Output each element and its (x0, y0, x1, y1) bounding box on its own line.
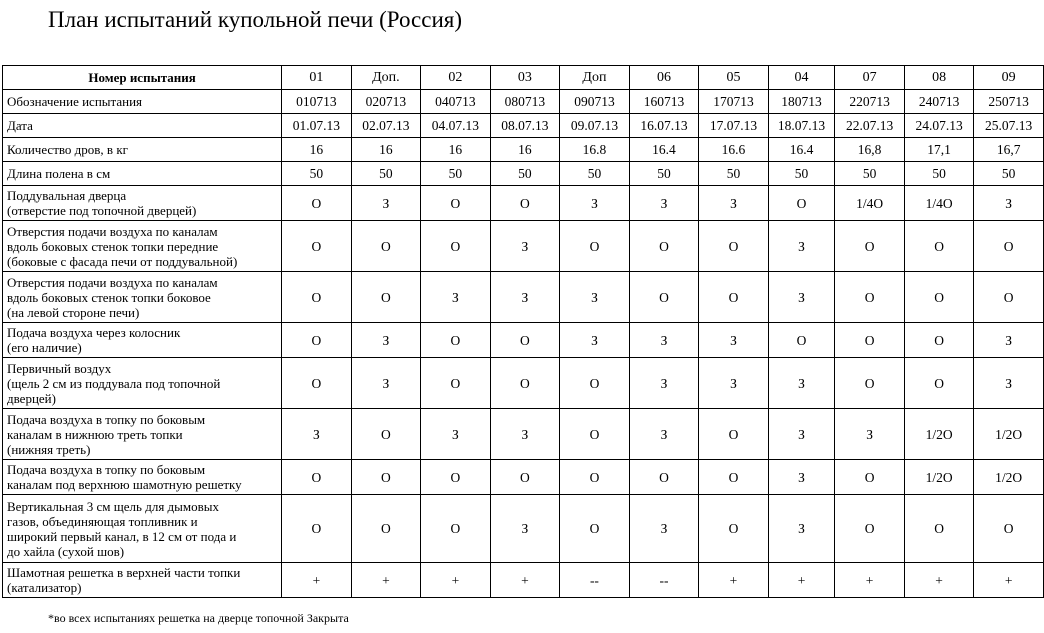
value-cell: О (629, 221, 699, 272)
value-cell: З (560, 323, 630, 358)
value-cell: 09.07.13 (560, 114, 630, 138)
value-cell: О (351, 409, 421, 460)
table-row (3, 323, 1044, 358)
header-cell: 02 (421, 66, 491, 90)
footnote: *во всех испытаниях решетка на дверце топочной Закрыта (48, 611, 349, 625)
value-cell: З (490, 221, 560, 272)
value-cell: 080713 (490, 90, 560, 114)
header-cell: Доп. (351, 66, 421, 90)
value-cell: 50 (768, 162, 835, 186)
table-row (3, 272, 1044, 323)
header-cell: 01 (282, 66, 352, 90)
value-cell: 50 (490, 162, 560, 186)
row-label-line: Поддувальная дверца (7, 188, 127, 203)
row-label-cell (3, 409, 282, 460)
row-label-line: Отверстия подачи воздуха по каналам (7, 223, 218, 239)
value-cell: О (282, 460, 352, 495)
value-cell: 020713 (351, 90, 421, 114)
row-label-line: вдоль боковых стенок топки передние (7, 238, 219, 254)
value-cell: О (282, 495, 352, 563)
value-cell: З (490, 495, 560, 563)
value-cell: + (421, 563, 491, 598)
value-cell: 17,1 (904, 138, 974, 162)
value-cell: 250713 (974, 90, 1044, 114)
value-cell: 50 (904, 162, 974, 186)
value-cell: + (904, 563, 974, 598)
value-cell: З (768, 272, 835, 323)
value-cell: 1/2О (904, 409, 974, 460)
value-cell: З (768, 409, 835, 460)
value-cell: О (699, 495, 769, 563)
value-cell: 22.07.13 (835, 114, 905, 138)
value-cell: 090713 (560, 90, 630, 114)
value-cell: 040713 (421, 90, 491, 114)
value-cell: + (768, 563, 835, 598)
row-label-line: до хайла (сухой шов) (7, 543, 125, 559)
row-label-line: (на левой стороне печи) (7, 304, 140, 320)
value-cell: О (560, 358, 630, 409)
row-label-line: Подача воздуха в топку по боковым (7, 462, 206, 477)
row-label-line: Длина полена в см (7, 166, 111, 181)
row-label-line: (его наличие) (7, 340, 82, 355)
value-cell: О (490, 460, 560, 495)
value-cell: 1/4О (835, 186, 905, 221)
value-cell: О (560, 409, 630, 460)
value-cell: 50 (974, 162, 1044, 186)
value-cell: З (560, 186, 630, 221)
value-cell: З (490, 272, 560, 323)
value-cell: 16 (421, 138, 491, 162)
table-body (3, 66, 1044, 598)
row-label-cell (3, 162, 282, 186)
value-cell: О (351, 221, 421, 272)
value-cell: 50 (699, 162, 769, 186)
row-label-cell (3, 460, 282, 495)
value-cell: 02.07.13 (351, 114, 421, 138)
row-label-cell (3, 221, 282, 272)
value-cell: 16 (282, 138, 352, 162)
value-cell: З (699, 323, 769, 358)
value-cell: О (421, 495, 491, 563)
value-cell: О (351, 272, 421, 323)
row-label-line: Вертикальная 3 см щель для дымовых (7, 498, 220, 514)
value-cell: О (282, 358, 352, 409)
row-label-line: каналам в нижнюю треть топки (7, 426, 183, 442)
value-cell: 16 (351, 138, 421, 162)
value-cell: З (490, 409, 560, 460)
row-label-line: дверцей) (7, 390, 56, 406)
value-cell: О (421, 323, 491, 358)
row-label-line: газов, объединяющая топливник и (7, 513, 198, 529)
value-cell: 50 (421, 162, 491, 186)
value-cell: З (768, 358, 835, 409)
value-cell: О (904, 358, 974, 409)
value-cell: О (560, 460, 630, 495)
value-cell: + (490, 563, 560, 598)
value-cell: О (490, 323, 560, 358)
table-row (3, 495, 1044, 563)
value-cell: О (835, 358, 905, 409)
table-row (3, 409, 1044, 460)
value-cell: 180713 (768, 90, 835, 114)
value-cell: 220713 (835, 90, 905, 114)
value-cell: О (282, 221, 352, 272)
row-label-line: вдоль боковых стенок топки боковое (7, 289, 211, 305)
value-cell: О (835, 272, 905, 323)
value-cell: О (835, 495, 905, 563)
value-cell: О (904, 272, 974, 323)
value-cell: О (421, 460, 491, 495)
header-cell: 07 (835, 66, 905, 90)
value-cell: О (768, 186, 835, 221)
row-label-line: Количество дров, в кг (7, 142, 128, 157)
row-label-cell (3, 358, 282, 409)
value-cell: З (974, 358, 1044, 409)
value-cell: 16.07.13 (629, 114, 699, 138)
header-cell: 03 (490, 66, 560, 90)
value-cell: О (421, 186, 491, 221)
row-label-cell (3, 272, 282, 323)
value-cell: 16.8 (560, 138, 630, 162)
value-cell: О (974, 495, 1044, 563)
row-label-line: (катализатор) (7, 580, 82, 595)
value-cell: О (904, 221, 974, 272)
value-cell: З (629, 495, 699, 563)
value-cell: З (629, 409, 699, 460)
row-label-cell (3, 114, 282, 138)
table-row (3, 90, 1044, 114)
row-label-cell (3, 495, 282, 563)
header-label-cell: Номер испытания (3, 66, 282, 90)
header-cell: 05 (699, 66, 769, 90)
header-cell: 06 (629, 66, 699, 90)
value-cell: З (974, 186, 1044, 221)
value-cell: О (560, 221, 630, 272)
value-cell: З (768, 495, 835, 563)
row-label-line: Дата (7, 118, 33, 133)
table-row (3, 162, 1044, 186)
table-row (3, 186, 1044, 221)
value-cell: З (351, 358, 421, 409)
table-row (3, 221, 1044, 272)
value-cell: 08.07.13 (490, 114, 560, 138)
row-label-line: (отверстие под топочной дверцей) (7, 203, 197, 218)
value-cell: + (974, 563, 1044, 598)
value-cell: З (421, 409, 491, 460)
value-cell: 50 (351, 162, 421, 186)
table-row (3, 138, 1044, 162)
row-label-line: Отверстия подачи воздуха по каналам (7, 274, 218, 290)
value-cell: 160713 (629, 90, 699, 114)
value-cell: О (699, 409, 769, 460)
value-cell: -- (629, 563, 699, 598)
value-cell: 04.07.13 (421, 114, 491, 138)
value-cell: 16,8 (835, 138, 905, 162)
value-cell: З (768, 221, 835, 272)
value-cell: О (421, 358, 491, 409)
header-cell: 04 (768, 66, 835, 90)
value-cell: О (560, 495, 630, 563)
value-cell: 50 (629, 162, 699, 186)
value-cell: 18.07.13 (768, 114, 835, 138)
header-cell: 09 (974, 66, 1044, 90)
value-cell: О (282, 186, 352, 221)
value-cell: 16.6 (699, 138, 769, 162)
value-cell: О (421, 221, 491, 272)
header-cell: Доп (560, 66, 630, 90)
value-cell: О (490, 358, 560, 409)
value-cell: 1/2О (904, 460, 974, 495)
value-cell: О (351, 460, 421, 495)
value-cell: 16.4 (768, 138, 835, 162)
value-cell: З (699, 358, 769, 409)
value-cell: 50 (560, 162, 630, 186)
value-cell: 01.07.13 (282, 114, 352, 138)
row-label-line: каналам под верхнюю шамотную решетку (7, 477, 242, 492)
value-cell: О (835, 221, 905, 272)
value-cell: З (974, 323, 1044, 358)
row-label-line: (нижняя треть) (7, 441, 91, 457)
value-cell: З (421, 272, 491, 323)
value-cell: О (904, 323, 974, 358)
row-label-cell (3, 90, 282, 114)
value-cell: 16 (490, 138, 560, 162)
value-cell: О (904, 495, 974, 563)
value-cell: О (974, 221, 1044, 272)
value-cell: 24.07.13 (904, 114, 974, 138)
value-cell: З (835, 409, 905, 460)
value-cell: 010713 (282, 90, 352, 114)
value-cell: О (699, 221, 769, 272)
row-label-cell (3, 563, 282, 598)
row-label-cell (3, 186, 282, 221)
value-cell: + (835, 563, 905, 598)
value-cell: 170713 (699, 90, 769, 114)
value-cell: + (351, 563, 421, 598)
document-title: План испытаний купольной печи (Россия) (48, 7, 463, 32)
value-cell: О (768, 323, 835, 358)
value-cell: З (351, 323, 421, 358)
value-cell: О (699, 460, 769, 495)
row-label-cell (3, 138, 282, 162)
value-cell: З (351, 186, 421, 221)
value-cell: З (560, 272, 630, 323)
table-row (3, 460, 1044, 495)
value-cell: З (282, 409, 352, 460)
row-label-line: (щель 2 см из поддувала под топочной (7, 375, 221, 391)
value-cell: О (974, 272, 1044, 323)
value-cell: З (629, 323, 699, 358)
header-cell: 08 (904, 66, 974, 90)
table-row (3, 563, 1044, 598)
table-header-row (3, 66, 1044, 90)
value-cell: О (490, 186, 560, 221)
value-cell: О (629, 272, 699, 323)
value-cell: 50 (835, 162, 905, 186)
row-label-cell (3, 323, 282, 358)
value-cell: О (835, 323, 905, 358)
table-row (3, 114, 1044, 138)
value-cell: О (351, 495, 421, 563)
value-cell: З (699, 186, 769, 221)
row-label-line: Первичный воздух (7, 360, 112, 376)
value-cell: З (629, 358, 699, 409)
value-cell: 16.4 (629, 138, 699, 162)
row-label-line: Обозначение испытания (7, 94, 143, 109)
value-cell: О (282, 323, 352, 358)
test-plan-table (2, 65, 1044, 598)
value-cell: 16,7 (974, 138, 1044, 162)
value-cell: 1/2О (974, 409, 1044, 460)
value-cell: + (282, 563, 352, 598)
value-cell: 50 (282, 162, 352, 186)
value-cell: 17.07.13 (699, 114, 769, 138)
value-cell: О (699, 272, 769, 323)
row-label-line: Подача воздуха в топку по боковым (7, 411, 206, 427)
value-cell: З (629, 186, 699, 221)
value-cell: -- (560, 563, 630, 598)
value-cell: О (835, 460, 905, 495)
value-cell: З (768, 460, 835, 495)
row-label-line: Шамотная решетка в верхней части топки (7, 565, 241, 580)
value-cell: 240713 (904, 90, 974, 114)
row-label-line: широкий первый канал, в 12 см от пода и (7, 528, 237, 544)
row-label-line: Подача воздуха через колосник (7, 325, 181, 340)
value-cell: О (282, 272, 352, 323)
value-cell: О (629, 460, 699, 495)
table-row (3, 358, 1044, 409)
value-cell: 1/4О (904, 186, 974, 221)
value-cell: + (699, 563, 769, 598)
value-cell: 1/2О (974, 460, 1044, 495)
value-cell: 25.07.13 (974, 114, 1044, 138)
row-label-line: (боковые с фасада печи от поддувальной) (7, 253, 238, 269)
